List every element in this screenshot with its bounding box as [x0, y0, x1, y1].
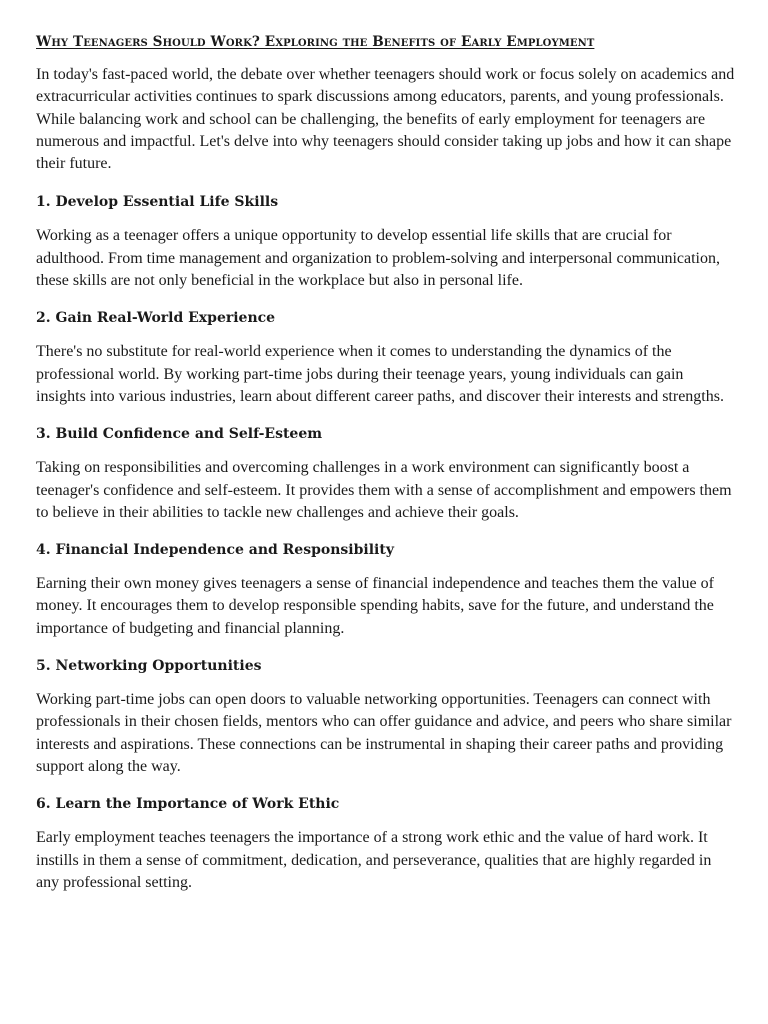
section-3 [36, 424, 735, 524]
section-heading: 5. Networking Opportunities [36, 658, 262, 675]
section-4 [36, 540, 735, 640]
intro-paragraph: In today's fast-paced world, the debate over whether teenagers should work or focus solely on academics and extracurricular activities continues to spark discussions among educators, parents, and young professionals. While balancing work and school can be challenging, the benefits of early employment for teenagers are numerous and impactful. Let's delve into why teenagers should consider taking up jobs and how it can shape their future. [36, 66, 735, 173]
section-body: Working as a teenager offers a unique opportunity to develop essential life skills that are crucial for adulthood. From time management and organization to problem-solving and interpersonal communication, these skills are not only beneficial in the workplace but also in personal life. [36, 227, 720, 290]
section-5 [36, 656, 735, 778]
section-body: Earning their own money gives teenagers a sense of financial independence and teaches them the value of money. It encourages them to develop responsible spending habits, save for the future, and understand the importance of budgeting and financial planning. [36, 575, 714, 637]
section-heading: 6. Learn the Importance of Work Ethic [36, 796, 340, 813]
document-title: Why Teenagers Should Work? Exploring the Benefits of Early Employment [36, 34, 595, 50]
section-body: Working part-time jobs can open doors to valuable networking opportunities. Teenagers can connect with professionals in their chosen fields, mentors who can offer guidance and advice, and peers who share similar interests and aspirations. These connections can be instrumental in shaping their career paths and providing support along the way. [36, 691, 732, 775]
section-heading: 4. Financial Independence and Responsibility [36, 542, 394, 559]
section-body: Early employment teaches teenagers the importance of a strong work ethic and the value of hard work. It instills in them a sense of commitment, dedication, and perseverance, qualities that are highly regarded in any professional setting. [36, 829, 712, 891]
section-heading: 3. Build Confidence and Self-Esteem [36, 426, 323, 443]
section-body: Taking on responsibilities and overcoming challenges in a work environment can significantly boost a teenager's confidence and self-esteem. It provides them with a sense of accomplishment and empowers them to believe in their abilities to tackle new challenges and achieve their goals. [36, 459, 732, 521]
section-heading: 1. Develop Essential Life Skills [36, 194, 279, 211]
section-body: There's no substitute for real-world experience when it comes to understanding the dynamics of the professional world. By working part-time jobs during their teenage years, young individuals can gain insights into various industries, learn about different career paths, and discover their interests and strengths. [36, 343, 724, 405]
section-heading: 2. Gain Real-World Experience [36, 310, 276, 327]
section-2 [36, 308, 735, 408]
section-6 [36, 794, 735, 894]
section-1 [36, 192, 735, 292]
